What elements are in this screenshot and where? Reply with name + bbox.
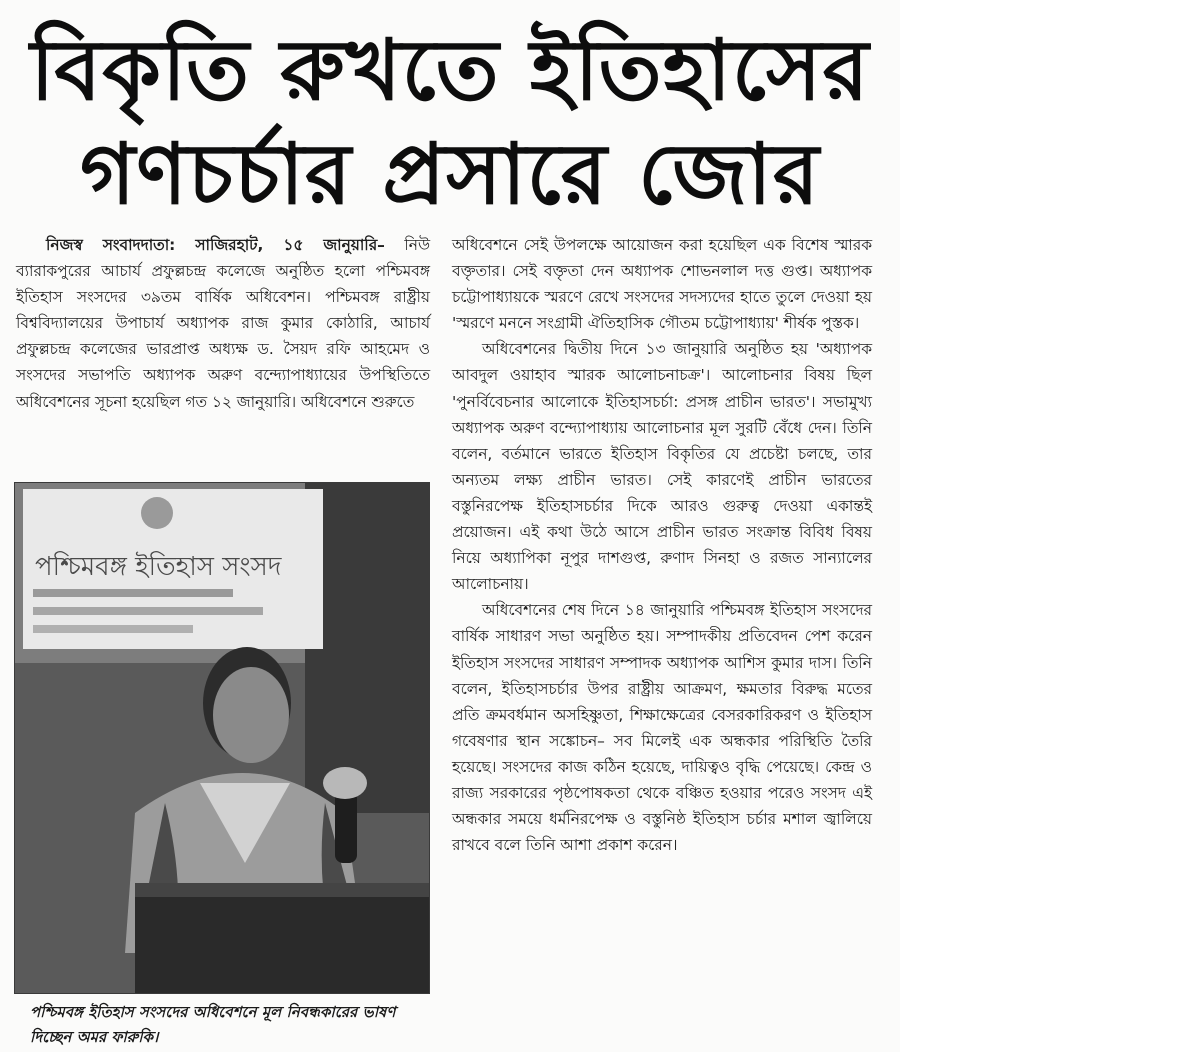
article-paragraph — [16, 232, 430, 415]
photo-banner-text: পশ্চিমবঙ্গ ইতিহাস সংসদ — [35, 552, 282, 582]
headline-line-1: বিকৃতি রুখতে ইতিহাসের — [30, 21, 870, 119]
blank-margin — [900, 0, 1200, 1052]
article-column-right — [452, 232, 872, 858]
article-paragraph: অধিবেশনের শেষ দিনে ১৪ জানুয়ারি পশ্চিমবঙ্গ ইতিহাস সংসদের বার্ষিক সাধারণ সভা অনুষ্ঠিত হয়। সম্পাদকীয় প্রতিবেদন পেশ করেন ইতিহাস সংসদের সাধারণ সম্পাদক অধ্যাপক আশিস কুমার দাস। তিনি বলেন, ইতিহাসচর্চার উপর রাষ্ট্রীয় আক্রমণ, ক্ষমতার বিরুদ্ধ মতের প্রতি ক্রমবর্ধমান অসহিষ্ণুতা, শিক্ষাক্ষেত্রের বেসরকারিকরণ ও ইতিহাস গবেষণার স্থান সঙ্কোচন– সব মিলেই এক অন্ধকার পরিস্থিতি তৈরি হয়েছে। সংসদের কাজ কঠিন হয়েছে, দায়িত্বও বৃদ্ধি পেয়েছে। কেন্দ্র ও রাজ্য সরকারের পৃষ্ঠপোষকতা থেকে বঞ্চিত হওয়ার পরেও সংসদ এই অন্ধকার সময়ে ধর্মনিরপেক্ষ ও বস্তুনিষ্ঠ ইতিহাস চর্চার মশাল জ্বালিয়ে রাখবে বলে তিনি আশা প্রকাশ করেন। — [452, 601, 872, 855]
event-photo — [14, 482, 430, 994]
dateline: নিজস্ব সংবাদদাতা: সাজিরহাট, ১৫ জানুয়ারি– — [46, 236, 385, 254]
article-paragraph: অধিবেশনে সেই উপলক্ষে আয়োজন করা হয়েছিল এক বিশেষ স্মারক বক্তৃতার। সেই বক্তৃতা দেন অধ্যাপক শোভনলাল দত্ত গুপ্ত। অধ্যাপক চট্টোপাধ্যায়কে স্মরণে রেখে সংসদের সদস্যদের হাতে তুলে দেওয়া হয় 'স্মরণে মননে সংগ্রামী ঐতিহাসিক গৌতম চট্টোপাধ্যায়' শীর্ষক পুস্তক। — [452, 236, 872, 333]
headline — [20, 18, 880, 226]
article-paragraph-text: নিউ ব্যারাকপুরের আচার্য প্রফুল্লচন্দ্র কলেজে অনুষ্ঠিত হলো পশ্চিমবঙ্গ ইতিহাস সংসদের ৩৯তম বার্ষিক অধিবেশন। পশ্চিমবঙ্গ রাষ্ট্রীয় বিশ্ববিদ্যালয়ের উপাচার্য অধ্যাপক রাজ কুমার কোঠারি, আচার্য প্রফুল্লচন্দ্র কলেজের ভারপ্রাপ্ত অধ্যক্ষ ড. সৈয়দ রফি আহমেদ ও সংসদের সভাপতি অধ্যাপক অরুণ বন্দ্যোপাধ্যায়ের উপস্থিতিতে অধিবেশনের সূচনা হয়েছিল গত ১২ জানুয়ারি। অধিবেশনে শুরুতে — [16, 236, 430, 411]
article-column-left — [16, 232, 430, 415]
headline-line-2: গণচর্চার প্রসারে জোর — [80, 125, 820, 223]
photo-caption: পশ্চিমবঙ্গ ইতিহাস সংসদের অধিবেশনে মূল নিবন্ধকারের ভাষণ দিচ্ছেন অমর ফারুকি। — [30, 1003, 396, 1046]
speaker-photo-illustration — [15, 483, 429, 993]
article-paragraph: অধিবেশনের দ্বিতীয় দিনে ১৩ জানুয়ারি অনুষ্ঠিত হয় 'অধ্যাপক আবদুল ওয়াহাব স্মারক আলোচনাচক্র'। আলোচনার বিষয় ছিল 'পুনর্বিবেচনার আলোকে ইতিহাসচর্চা: প্রসঙ্গ প্রাচীন ভারত'। সভামুখ্য অধ্যাপক অরুণ বন্দ্যোপাধ্যায় আলোচনার মূল সুরটি বেঁধে দেন। তিনি বলেন, বর্তমানে ভারতে ইতিহাস বিকৃতির যে প্রচেষ্টা চলছে, তার অন্যতম লক্ষ্য প্রাচীন ভারত। সেই কারণেই প্রাচীন ভারতের বস্তুনিরপেক্ষ ইতিহাসচর্চার দিকে আরও গুরুত্ব দেওয়া একান্তই প্রয়োজন। এই কথা উঠে আসে প্রাচীন ভারত সংক্রান্ত বিবিধ বিষয় নিয়ে অধ্যাপিকা নূপুর দাশগুপ্ত, রুণাদ সিনহা ও রজত সান্যালের আলোচনায়। — [452, 340, 872, 594]
